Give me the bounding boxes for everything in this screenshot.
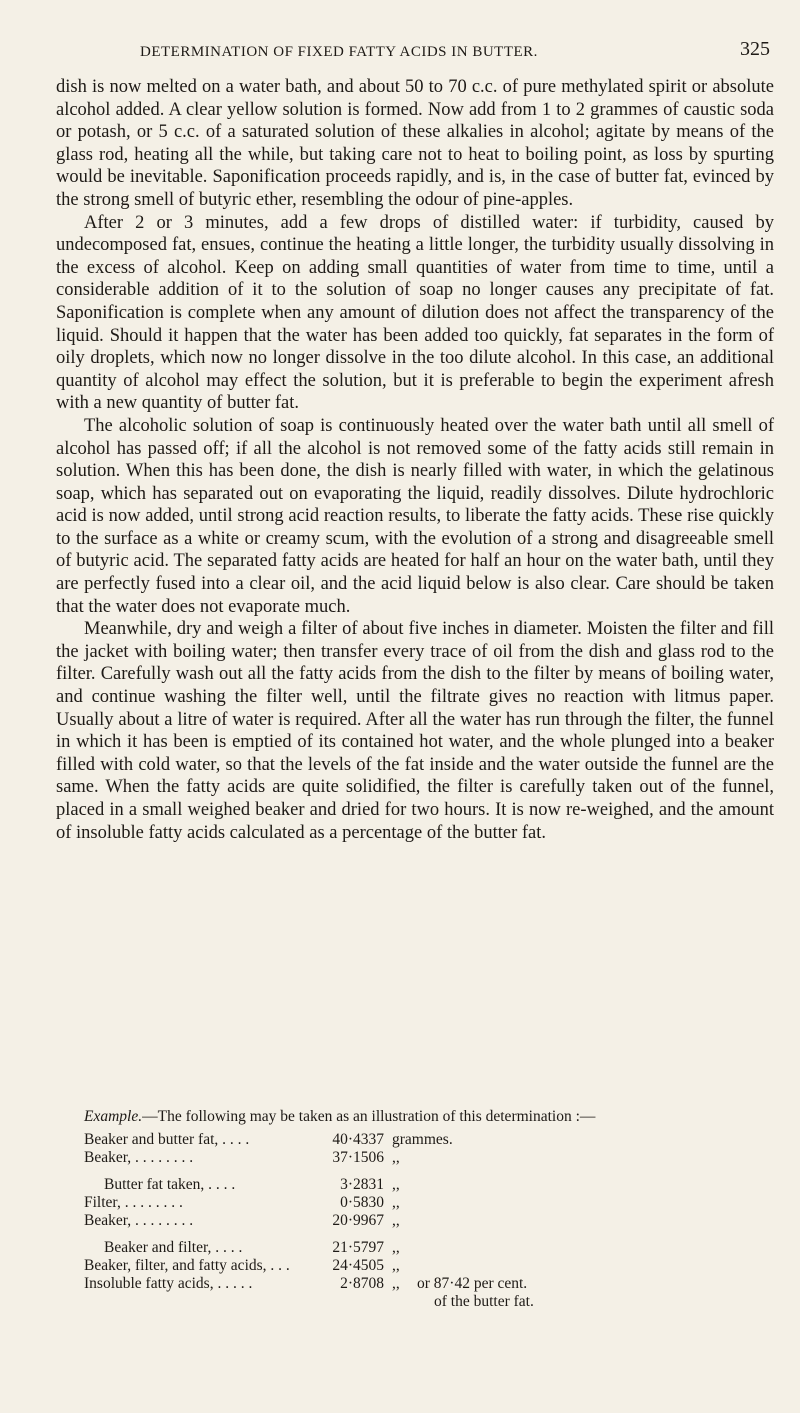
row-label: Filter, . . . . . . . .	[84, 1194, 183, 1211]
example-intro	[84, 1108, 784, 1126]
row-label: Beaker, . . . . . . . .	[84, 1149, 194, 1166]
weights-row	[84, 1275, 784, 1310]
weights-group	[84, 1131, 784, 1167]
row-note: or 87·42 per cent.	[417, 1275, 528, 1292]
row-value: 0·5830	[340, 1194, 384, 1211]
row-label: Beaker and filter, . . . .	[104, 1239, 243, 1256]
row-value: 40·4337	[332, 1131, 384, 1148]
row-label: Butter fat taken, . . . .	[104, 1176, 236, 1193]
row-label: Insoluble fatty acids, . . . . .	[84, 1275, 253, 1292]
row-value: 20·9967	[332, 1212, 384, 1229]
row-unit: ,,	[392, 1257, 400, 1274]
example-label: Example.	[84, 1108, 143, 1125]
weights-row	[84, 1176, 784, 1194]
weights-group	[84, 1176, 784, 1230]
paragraph: After 2 or 3 minutes, add a few drops of distilled water: if turbidity, caused by undecomposed fat, ensues, continue the heating a little longer, the turbidity usually dissolving in the excess of alcohol. Keep on adding small quantities of water from time to time, until a considerable addition of it to the solution of soap no longer causes any precipitate of fat. Saponification is complete when any amount of dilution does not affect the transparency of the liquid. Should it happen that the water has been added too quickly, fat separates in the form of oily droplets, which now no longer dissolve in the too dilute alcohol. In this case, an additional quantity of alcohol may effect the solution, but it is preferable to begin the experiment afresh with a new quantity of butter fat.	[56, 212, 774, 414]
paragraph: The alcoholic solution of soap is continuously heated over the water bath until all smell of alcohol has passed off; if all the alcohol is not removed some of the fatty acids still remain in solution. When this has been done, the dish is nearly filled with water, in which the gelatinous soap, which has separated out on evaporating the liquid, readily dissolves. Dilute hydrochloric acid is now added, until strong acid reaction results, to liberate the fatty acids. These rise quickly to the surface as a white or creamy scum, with the evolution of a strong and disagreeable smell of butyric acid. The separated fatty acids are heated for half an hour on the water bath, until they are perfectly fused into a clear oil, and the acid liquid below is also clear. Care should be taken that the water does not evaporate much.	[56, 415, 774, 617]
weights-row	[84, 1194, 784, 1212]
running-head: DETERMINATION OF FIXED FATTY ACIDS IN BUTTER.	[140, 44, 538, 60]
weights-table	[84, 1131, 784, 1310]
row-label: Beaker and butter fat, . . . .	[84, 1131, 250, 1148]
row-unit: ,,	[392, 1212, 400, 1229]
row-unit: ,,	[392, 1176, 400, 1193]
row-value: 3·2831	[340, 1176, 384, 1193]
weights-row	[84, 1212, 784, 1230]
row-unit: grammes.	[392, 1131, 453, 1148]
row-label: Beaker, filter, and fatty acids, . . .	[84, 1257, 290, 1274]
example-section	[84, 1108, 784, 1310]
weights-row	[84, 1149, 784, 1167]
example-intro-text: —The following may be taken as an illustration of this determination :—	[142, 1108, 596, 1125]
paragraph: Meanwhile, dry and weigh a filter of about five inches in diameter. Moisten the filter and fill the jacket with boiling water; then transfer every trace of oil from the dish and glass rod to the filter. Carefully wash out all the fatty acids from the dish to the filter by means of boiling water, and continue washing the filter well, until the filtrate gives no reaction with litmus paper. Usually about a litre of water is required. After all the water has run through the filter, the funnel in which it has been is emptied of its contained hot water, and the whole plunged into a beaker filled with cold water, so that the levels of the fat inside and the water outside the funnel are the same. When the fatty acids are quite solidified, the filter is carefully taken out of the funnel, placed in a small weighed beaker and dried for two hours. It is now re-weighed, and the amount of insoluble fatty acids calculated as a percentage of the butter fat.	[56, 619, 774, 843]
page-header	[0, 38, 800, 68]
row-unit: ,,	[392, 1275, 400, 1292]
row-value: 21·5797	[332, 1239, 384, 1256]
weights-row	[84, 1131, 784, 1149]
row-value: 24·4505	[332, 1257, 384, 1274]
weights-group	[84, 1239, 784, 1310]
paragraph: dish is now melted on a water bath, and about 50 to 70 c.c. of pure methylated spirit or absolute alcohol added. A clear yellow solution is formed. Now add from 1 to 2 grammes of caustic soda or potash, or 5 c.c. of a saturated solution of these alkalies in alcohol; agitate by means of the glass rod, heating all the while, but taking care not to heat to boiling point, as loss by spurting would be inevitable. Saponification proceeds rapidly, and is, in the case of butter fat, evinced by the strong smell of butyric ether, resembling the odour of pine-apples.	[56, 77, 774, 210]
weights-row	[84, 1257, 784, 1275]
weights-row	[84, 1239, 784, 1257]
row-unit: ,,	[392, 1194, 400, 1211]
row-value: 2·8708	[340, 1275, 384, 1292]
row-unit: ,,	[392, 1149, 400, 1166]
row-value: 37·1506	[332, 1149, 384, 1166]
row-unit: ,,	[392, 1239, 400, 1256]
page-number: 325	[740, 38, 770, 60]
row-note-continued: of the butter fat.	[434, 1293, 534, 1310]
body-text	[56, 76, 774, 844]
row-label: Beaker, . . . . . . . .	[84, 1212, 194, 1229]
